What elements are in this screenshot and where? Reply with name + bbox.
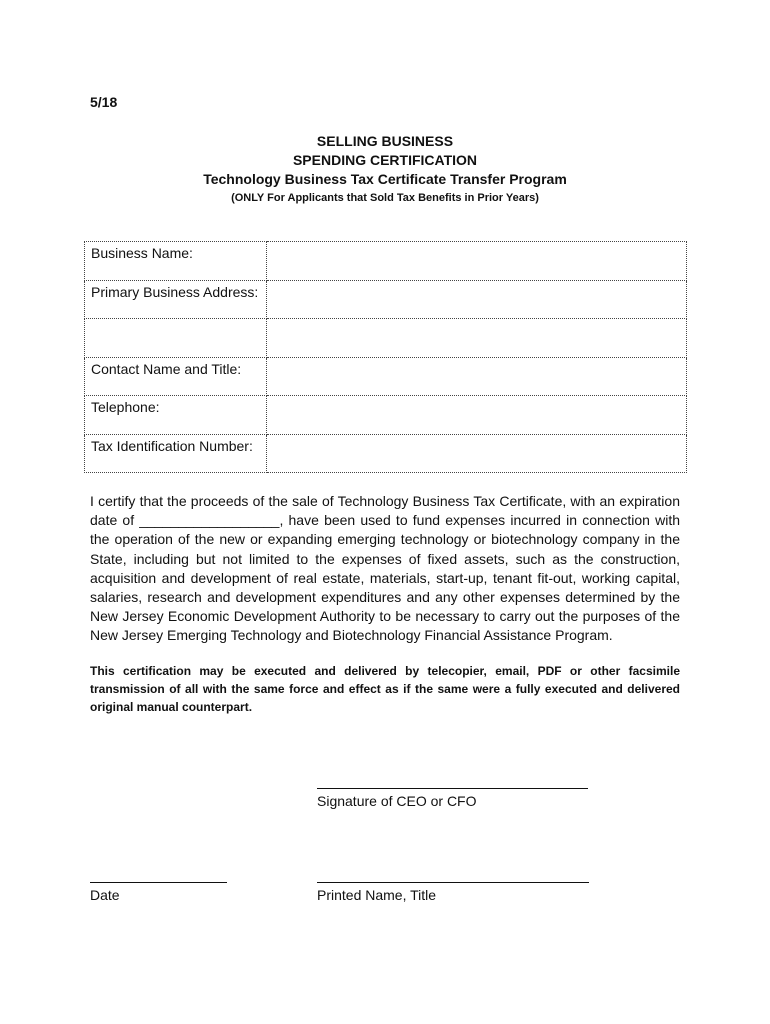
field-label-tax-id: Tax Identification Number: (85, 434, 267, 473)
date-label: Date (90, 887, 120, 903)
tax-id-field[interactable] (267, 434, 687, 473)
business-info-table (84, 241, 687, 473)
telephone-field[interactable] (267, 396, 687, 435)
table-row (85, 434, 687, 473)
primary-address-field[interactable] (267, 280, 687, 319)
title-line-1: SELLING BUSINESS (316, 133, 454, 149)
revision-date: 5/18 (90, 94, 118, 110)
table-row (85, 396, 687, 435)
title-line-2: SPENDING CERTIFICATION (292, 152, 478, 168)
business-name-field[interactable] (267, 242, 687, 281)
field-label-business-name: Business Name: (85, 242, 267, 281)
table-row (85, 357, 687, 396)
facsimile-note: This certification may be executed and delivered by telecopier, email, PDF or other facsimile transmission of all with the same force and effect as if the same were a fully executed and delivered original manual counterpart. (90, 664, 680, 714)
field-label-contact-name: Contact Name and Title: (85, 357, 267, 396)
subtitle: (ONLY For Applicants that Sold Tax Benefits in Prior Years) (231, 192, 539, 204)
printed-name-label: Printed Name, Title (317, 887, 437, 903)
address-continued-field[interactable] (267, 319, 687, 358)
table-row (85, 280, 687, 319)
date-line[interactable] (90, 882, 227, 883)
ceo-cfo-signature-line[interactable] (317, 788, 588, 789)
contact-name-field[interactable] (267, 357, 687, 396)
field-label-telephone: Telephone: (85, 396, 267, 435)
title-block (0, 132, 770, 207)
title-line-3: Technology Business Tax Certificate Transfer Program (203, 171, 567, 187)
printed-name-line[interactable] (317, 882, 589, 883)
field-label-address-continued (85, 319, 267, 358)
table-row (85, 242, 687, 281)
certification-paragraph: I certify that the proceeds of the sale of Technology Business Tax Certificate, with an expiration date of __________________, have been used to fund expenses incurred in connection with the operation of the new or expanding emerging technology or biotechnology company in the State, including but not limited to the expenses of fixed assets, such as the construction, acquisition and development of real estate, materials, start-up, tenant fit-out, working capital, salaries, research and development expenditures and any other expenses determined by the New Jersey Economic Development Authority to be necessary to carry out the purposes of the New Jersey Emerging Technology and Biotechnology Financial Assistance Program. (90, 493, 680, 644)
ceo-cfo-signature-label: Signature of CEO or CFO (317, 793, 477, 809)
field-label-primary-address: Primary Business Address: (85, 280, 267, 319)
table-row (85, 319, 687, 358)
